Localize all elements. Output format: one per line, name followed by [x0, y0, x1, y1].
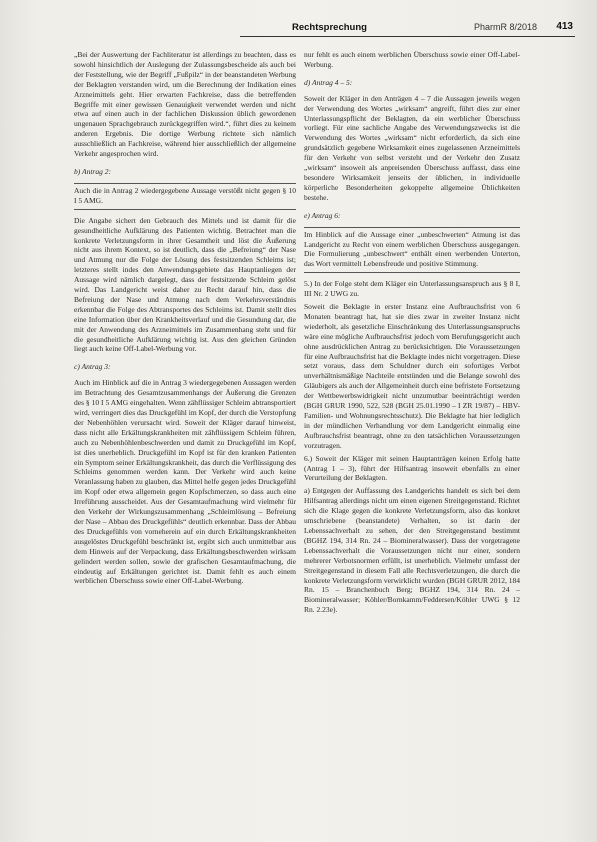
paragraph: 6.) Soweit der Kläger mit seinen Hauptanträgen keinen Erfolg hatte (Antrag 1 – 3), führt der Hilfsantrag insoweit ebenfalls zu einer Verurteilung der Beklagten. — [304, 453, 520, 483]
section-title: Rechtsprechung — [292, 22, 367, 33]
subheading: b) Antrag 2: — [74, 166, 111, 176]
subheading: c) Antrag 3: — [74, 362, 111, 372]
left-column — [74, 50, 296, 589]
paragraph: a) Entgegen der Auffassung des Landgerichts handelt es sich bei dem Hilfsantrag allerdings nicht um einen eigenen Streitgegenstand. Richtet sich die Klage gegen die konkrete Verletzungsform, also das konkret umschriebene (beanstandete) Verhalten, so ist darin der Lebenssachverhalt zu sehen, der den Streitgegenstand bestimmt (BGHZ 194, 314 Rn. 24 – Biomineralwasser). Dass der vorgetragene Lebenssachverhalt die Voraussetzungen nicht nur einer, sondern mehrerer Verbotsnormen erfüllt, ist unerheblich. Vielmehr umfasst der Streitgegenstand in diesem Fall alle Rechtsverletzungen, die durch die konkrete Verletzungsform verwirklicht wurden (BGH GRUR 2012, 184 Rn. 15 – Branchenbuch Berg; BGHZ 194, 314 Rn. 24 – Biomineralwasser; Köhler/Bornkamm/Feddersen/Köhler UWG § 12 Rn. 2.23e). — [304, 486, 520, 615]
paragraph: 5.) In der Folge steht dem Kläger ein Unterlassungsanspruch aus § 8 I, III Nr. 2 UWG zu. — [304, 279, 520, 299]
journal-citation: PharmR 8/2018 — [473, 22, 537, 32]
page-header — [52, 18, 575, 38]
quoted-claim: Auch die in Antrag 2 wiedergegebene Aussage verstößt nicht gegen § 10 I 5 AMG. — [74, 183, 296, 210]
paragraph: Die Angabe sichert den Gebrauch des Mittels und ist damit für die gesundheitliche Aufklärung des Patienten wichtig. Betrachtet man die konkrete Verletzungsform in ihrer Gesamtheit und löst die Äußerung nicht aus ihrem Kontext, so ist deutlich, dass die „Befreiung“ der Nase und Atmung nur die Folge der Lösung des festsitzenden Schleims ist; letzteres stellt indes den Anwendungsgebiete das Hauptanliegen der Aussage wird nämlich dargelegt, dass der festsitzende Schleim gelöst wird. Das Landgericht weist daher zu Recht darauf hin, dass die Befreiung der Nase und Atmung nach dem Verkehrsverständnis erkennbar die Folge des Abtransportes des Schleims ist. Damit stellt dies eine Information über den Krankheitsverlauf und die Gesundung dar, die mit der Anwendung des Arzneimittels im Zusammenhang steht und für die gesundheitliche Aufklärung wichtig ist. Aus den gleichen Gründen liegt auch keine Off-Label-Werbung vor. — [74, 215, 296, 354]
paragraph: nur fehlt es auch einem werblichen Überschuss sowie einer Off-Label-Werbung. — [304, 50, 520, 69]
subheading: e) Antrag 6: — [304, 210, 341, 220]
paragraph: Soweit die Beklagte in erster Instanz eine Aufbrauchsfrist von 6 Monaten beantragt hat, hat sie dies zwar in zweiter Instanz nicht wiederholt, als gesetzliche Einschränkung des Unterlassungsanspruchs wäre eine mögliche Aufbrauchsfrist jedoch vom Berufungsgericht auch ohne ausdrücklichen Antrag zu berücksichtigen. Die Voraussetzungen für eine Aufbrauchsfrist hat die Beklagte indes nicht vorgetragen. Diese setzt voraus, dass dem Schuldner durch ein sofortiges Verbot unverhältnismäßige Nachteile entstünden und die Belange sowohl des Gläubigers als auch der Allgemeinheit durch eine befristete Fortsetzung der Wettbewerbswidrigkeit nicht unzumutbar beeinträchtigt werden (BGH GRUR 1990, 522, 528 (BGH 25.01.1990 – I ZR 19/87) – HBV-Familien- und Wohnungsrechtsschutz). Die Beklagte hat hier lediglich in der mündlichen Verhandlung vor dem Landgericht einmalig eine Aufbrauchsfrist beantragt, ohne zu den tatsächlichen Voraussetzungen vorzutragen. — [304, 302, 520, 450]
quoted-claim: Im Hinblick auf die Aussage einer „unbeschwerten“ Atmung ist das Landgericht zu Recht von einem werblichen Überschuss ausgegangen. Die Formulierung „unbeschwert“ enthält einen werbenden Unterton, das Wort vermittelt Lebensfreude und positive Stimmung. — [304, 227, 520, 274]
subheading: d) Antrag 4 – 5: — [304, 77, 353, 87]
paragraph: Auch im Hinblick auf die in Antrag 3 wiedergegebenen Aussagen werden im Betrachtung des Gesamtzusammenhangs der Äußerung die Grenzen des § 10 I 5 AMG eingehalten. Wenn zähflüssiger Schleim abtransportiert wird, verringert dies das Druckgefühl im Kopf, der durch die Verstopfung der Nebenhöhlen verursacht wird. Soweit der Kläger darauf hinweist, dass nicht alle Erkältungskrankheiten mit zähflüssigem Schleim führen, auch zu Nebenhöhlenbeschwerden und damit zu Druckgefühl im Kopf, ist dies unerheblich. Druckgefühl im Kopf ist für den kranken Patienten ein Symptom seiner Erkältungskrankheit, das durch die Verflüssigung des Schleims genommen werden kann. Der Verkehr wird auch keine Veranlassung haben zu glauben, das Mittel helfe gegen jedes Druckgefühl im Kopf oder etwa allgemein gegen Kopfschmerzen, so dass auch eine Irreführung ausscheidet. Aus der Gesamtaufmachung wird vielmehr für den Verkehr der Wirkungszusammenhang „Schleimlösung – Befreiung der Nase – Abbau des Druckgefühls“ deutlich erkennbar. Dass der Abbau des Druckgefühls von vorneherein auf ein durch Erkältungskrankheiten ausgelöstes Druckgefühl beschränkt ist, ergibt sich auch unmittelbar aus dem Hinweis auf der Verpackung, dass Erkältungsbeschwerden wirksam gelindert werden sollen, sowie der grafischen Gesamtaufmachung, die eindeutig auf Erkältungen gerichtet ist. Damit fehlt es auch einem werblichen Überschuss sowie einer Off-Label-Werbung. — [74, 378, 297, 586]
header-rule — [240, 36, 575, 37]
paragraph: Soweit der Kläger in den Anträgen 4 – 7 die Aussagen jeweils wegen der Verwendung des Wortes „wirksam“ angreift, führt dies zur einer Unterlassungspflicht der Beklagten, da ein werblicher Überschuss vorliegt. Für eine sachliche Angabe des Verwendungszwecks ist die Verwendung des Wortes „wirksam“ nicht erforderlich, da sich eine grundsätzlich gegebene Wirksamkeit eines zugelassenen Arzneimittels für den Verkehr von selbst versteht und der Verkehr den Zusatz „wirksam“ insoweit als anpreisenden Überschuss auffasst, dass eine besondere Wirksamkeit jenseits der üblichen, in individuelle körperliche Besonderheiten gekoppelte allgemeine Üblichkeiten bestehe. — [304, 93, 520, 202]
page-number: 413 — [556, 21, 573, 32]
right-column — [304, 50, 520, 618]
paragraph: „Bei der Auswertung der Fachliteratur ist allerdings zu beachten, dass es sowohl hinsichtlich der Auslegung der Zulassungsbescheide als auch bei der Feststellung, wie der Begriff „Fußpilz“ in der beanstandeten Werbung der Beklagten verstanden wird, um die Berechnung der Indikation eines Arzneimittels geht. Hier erwarten Fachkreise, dass die betreffenden Begriffe mit einer gewissen Genauigkeit verwendet werden und nicht etwa auf einen auch in der fachlichen Diskussion üblich gewordenen ungenauen Sprachgebrauch zurückgegriffen wird.“, führt dies zu keinem anderen Ergebnis. Die dortige Werbung richtete sich nämlich ausschließlich an Fachkreise, während hier ausschließlich der allgemeine Verkehr angesprochen wird. — [74, 50, 296, 159]
